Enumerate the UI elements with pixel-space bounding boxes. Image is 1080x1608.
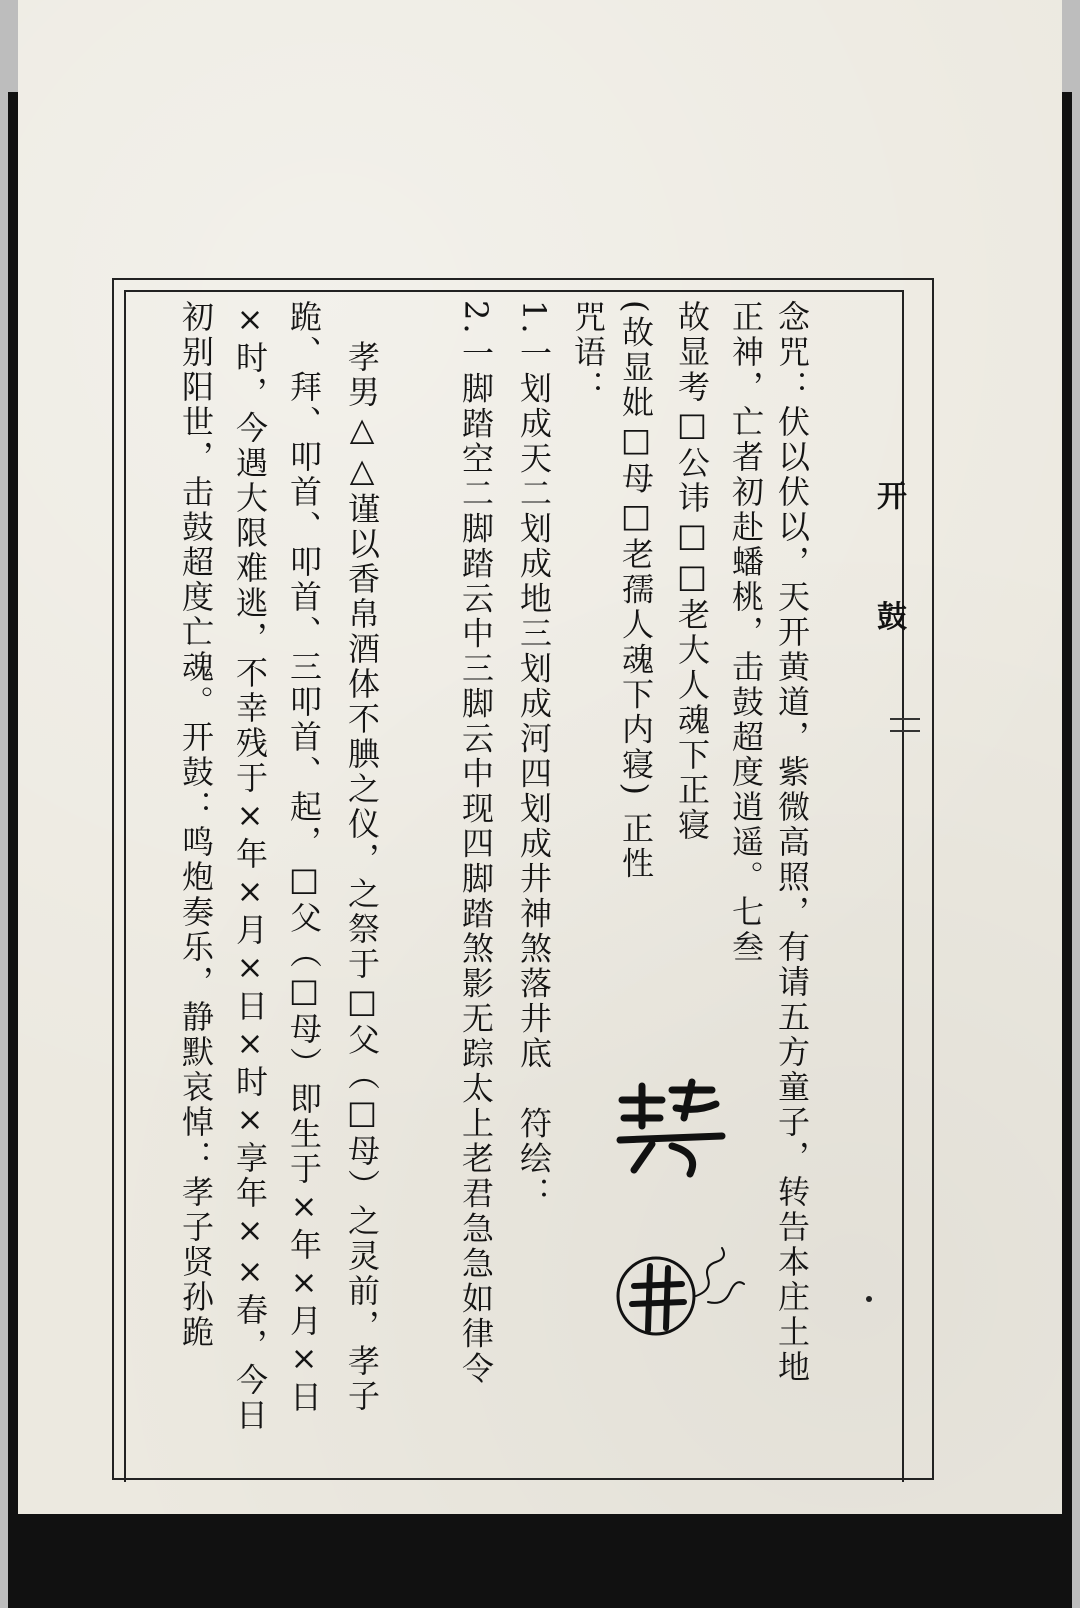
text-column-7: 2.一脚踏空二脚踏云中三脚云中现四脚踏煞影无踪太上老君急急如律令 [457, 300, 495, 1387]
text-column-3: 故显考□公讳□□老大人魂下正寝 [673, 300, 711, 843]
circled-talisman-icon [612, 1240, 752, 1340]
talisman-glyph-icon [612, 1078, 732, 1178]
text-column-9: 跪、拜、叩首、叩首、三叩首、起，□父（□母）即生于×年×月×日 [285, 300, 323, 1415]
text-column-4: (故显妣□母□老孺人魂下内寝) 正性 [617, 300, 655, 882]
text-column-6: 1.一划成天二划成地三划成河四划成井神煞落井底 符绘： [515, 300, 553, 1212]
text-column-11: 初别阳世，击鼓超度亡魂。开鼓：鸣炮奏乐，静默哀悼：孝子贤孙跪 [177, 300, 215, 1350]
text-column-2: 正神，亡者初赴蟠桃，击鼓超度逍遥。七叁 [727, 300, 765, 965]
text-column-5: 咒语： [569, 300, 607, 405]
ink-dot [866, 1296, 872, 1302]
text-column-10: ×时，今遇大限难逃，不幸残于×年×月×日×时×享年××春，今日 [231, 300, 269, 1433]
page-heading: 开 鼓 [871, 480, 906, 671]
margin-mark [890, 718, 920, 732]
text-column-1: 念咒：伏以伏以，天开黄道，紫微高照，有请五方童子，转告本庄土地 [773, 300, 811, 1385]
text-column-8: 孝男△△谨以香帛酒体不腆之仪，之祭于□父（□母）之灵前，孝子 [343, 340, 381, 1414]
